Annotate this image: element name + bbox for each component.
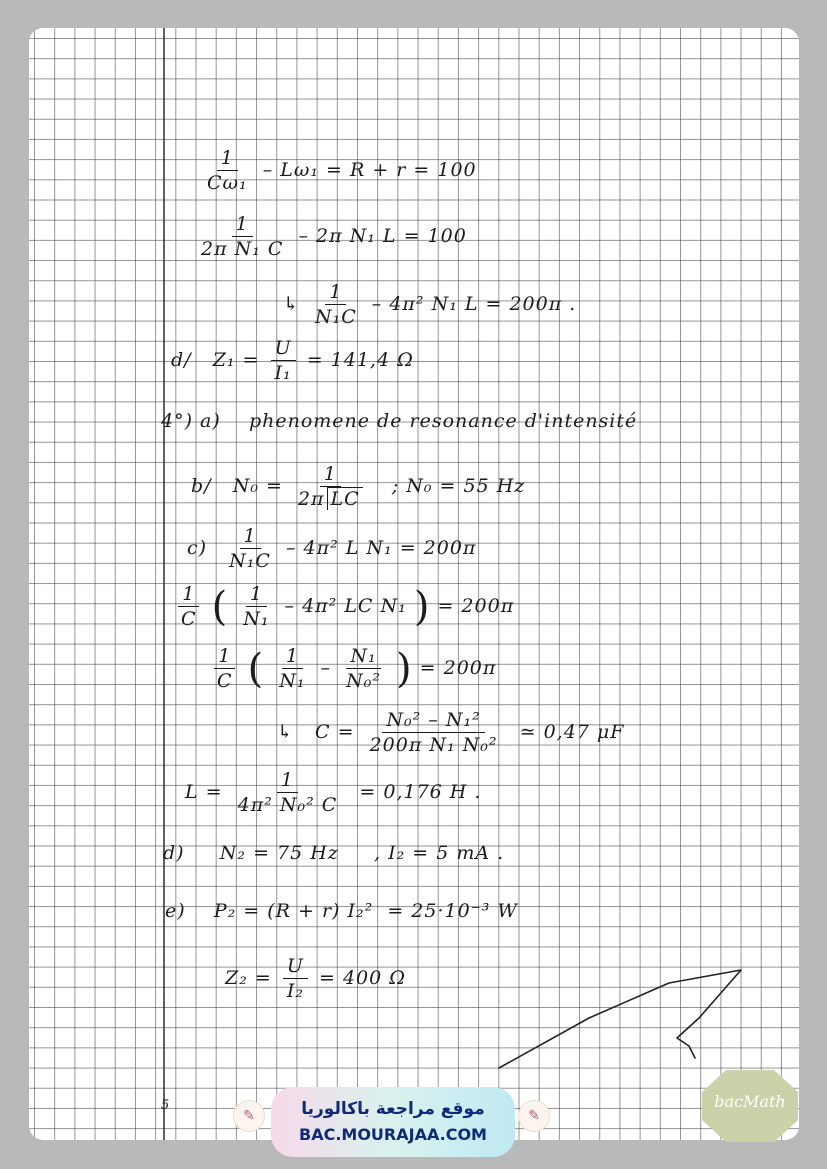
- logo-emblem-left: ✎: [233, 1100, 265, 1132]
- signature-stroke: [29, 28, 799, 1140]
- fraction: $\frac{1}{\text{Cω₁}}$: [207, 147, 248, 194]
- equation-line-4: d/ Z₁ = $\frac{U}{\text{I₁}}$ = 141,4 Ω: [171, 337, 414, 384]
- equation-line-10: ↳ C = $\frac{\text{N₀² – N₁²}}{\text{200π N₁ N₀²}}$ ≃ 0,47 μF: [277, 709, 625, 756]
- corner-mark: 5: [161, 1098, 171, 1113]
- question-4d-line: d) N₂ = 75 Hz , I₂ = 5 mA .: [163, 842, 505, 864]
- equation-line-1: $\frac{1}{\text{Cω₁}}$ – Lω₁ = R + r = 100: [199, 148, 477, 194]
- fraction: $\frac{1}{\text{4π² N₀² C}}$: [237, 769, 338, 816]
- fraction: $\frac{1}{\text{2π N₁ C}}$: [201, 213, 284, 260]
- equation-line-11: L = $\frac{1}{\text{4π² N₀² C}}$ = 0,176 H .: [185, 769, 482, 816]
- fraction: $\frac{1}{\text{2π LC}}$: [294, 464, 367, 510]
- equation-line-9: $\frac{1}{C}$ ( $\frac{1}{\text{N₁}}$ – $\frac{\text{N₁}}{\text{N₀²}}$ ) = 200π: [209, 646, 496, 692]
- site-banner[interactable]: [271, 1087, 515, 1157]
- banner-site-link[interactable]: BAC.MOURAJAA.COM: [299, 1125, 487, 1144]
- fraction: $\frac{1}{C}$: [177, 584, 201, 630]
- fraction: $\frac{\text{N₀² – N₁²}}{\text{200π N₁ N₀²}}$: [369, 709, 498, 756]
- banner-arabic-text: موقع مراجعة باكالوريا: [301, 1099, 485, 1119]
- equation-line-7: c) $\frac{1}{\text{N₁C}}$ – 4π² L N₁ = 200π: [187, 525, 477, 572]
- question-4e-line: e) P₂ = (R + r) I₂² = 25·10⁻³ W: [165, 900, 518, 922]
- equation-line-6: b/ N₀ = $\frac{1}{\text{2π LC}}$ ; N₀ = 55 Hz: [191, 463, 526, 510]
- bacmath-badge: [700, 1068, 800, 1144]
- logo-emblem-right: ✎: [518, 1100, 550, 1132]
- question-4a-line: 4°) a) phenomene de resonance d'intensité: [161, 410, 638, 432]
- fraction: $\frac{1}{\text{N₁}}$: [279, 645, 306, 692]
- notebook-sheet: [29, 28, 799, 1140]
- badge-text: bacMath: [714, 1092, 786, 1111]
- fraction: $\frac{U}{\text{I₁}}$: [271, 338, 296, 384]
- equation-line-2: $\frac{1}{\text{2π N₁ C}}$ – 2π N₁ L = 100: [193, 214, 467, 260]
- fraction: $\frac{U}{\text{I₂}}$: [283, 956, 308, 1002]
- fraction: $\frac{1}{\text{N₁C}}$: [314, 281, 357, 328]
- fraction: $\frac{1}{\text{N₁C}}$: [229, 525, 271, 572]
- equation-line-3: ↳ $\frac{1}{\text{N₁C}}$ – 4π² N₁ L = 200π .: [283, 281, 577, 328]
- fraction: $\frac{1}{C}$: [213, 646, 237, 692]
- fraction: $\frac{\text{N₁}}{\text{N₀²}}$: [346, 645, 381, 692]
- equation-line-14: Z₂ = $\frac{U}{\text{I₂}}$ = 400 Ω: [225, 955, 407, 1002]
- fraction: $\frac{1}{\text{N₁}}$: [243, 583, 270, 630]
- equation-line-8: $\frac{1}{C}$ ( $\frac{1}{\text{N₁}}$ – 4π² LC N₁ ) = 200π: [173, 584, 514, 630]
